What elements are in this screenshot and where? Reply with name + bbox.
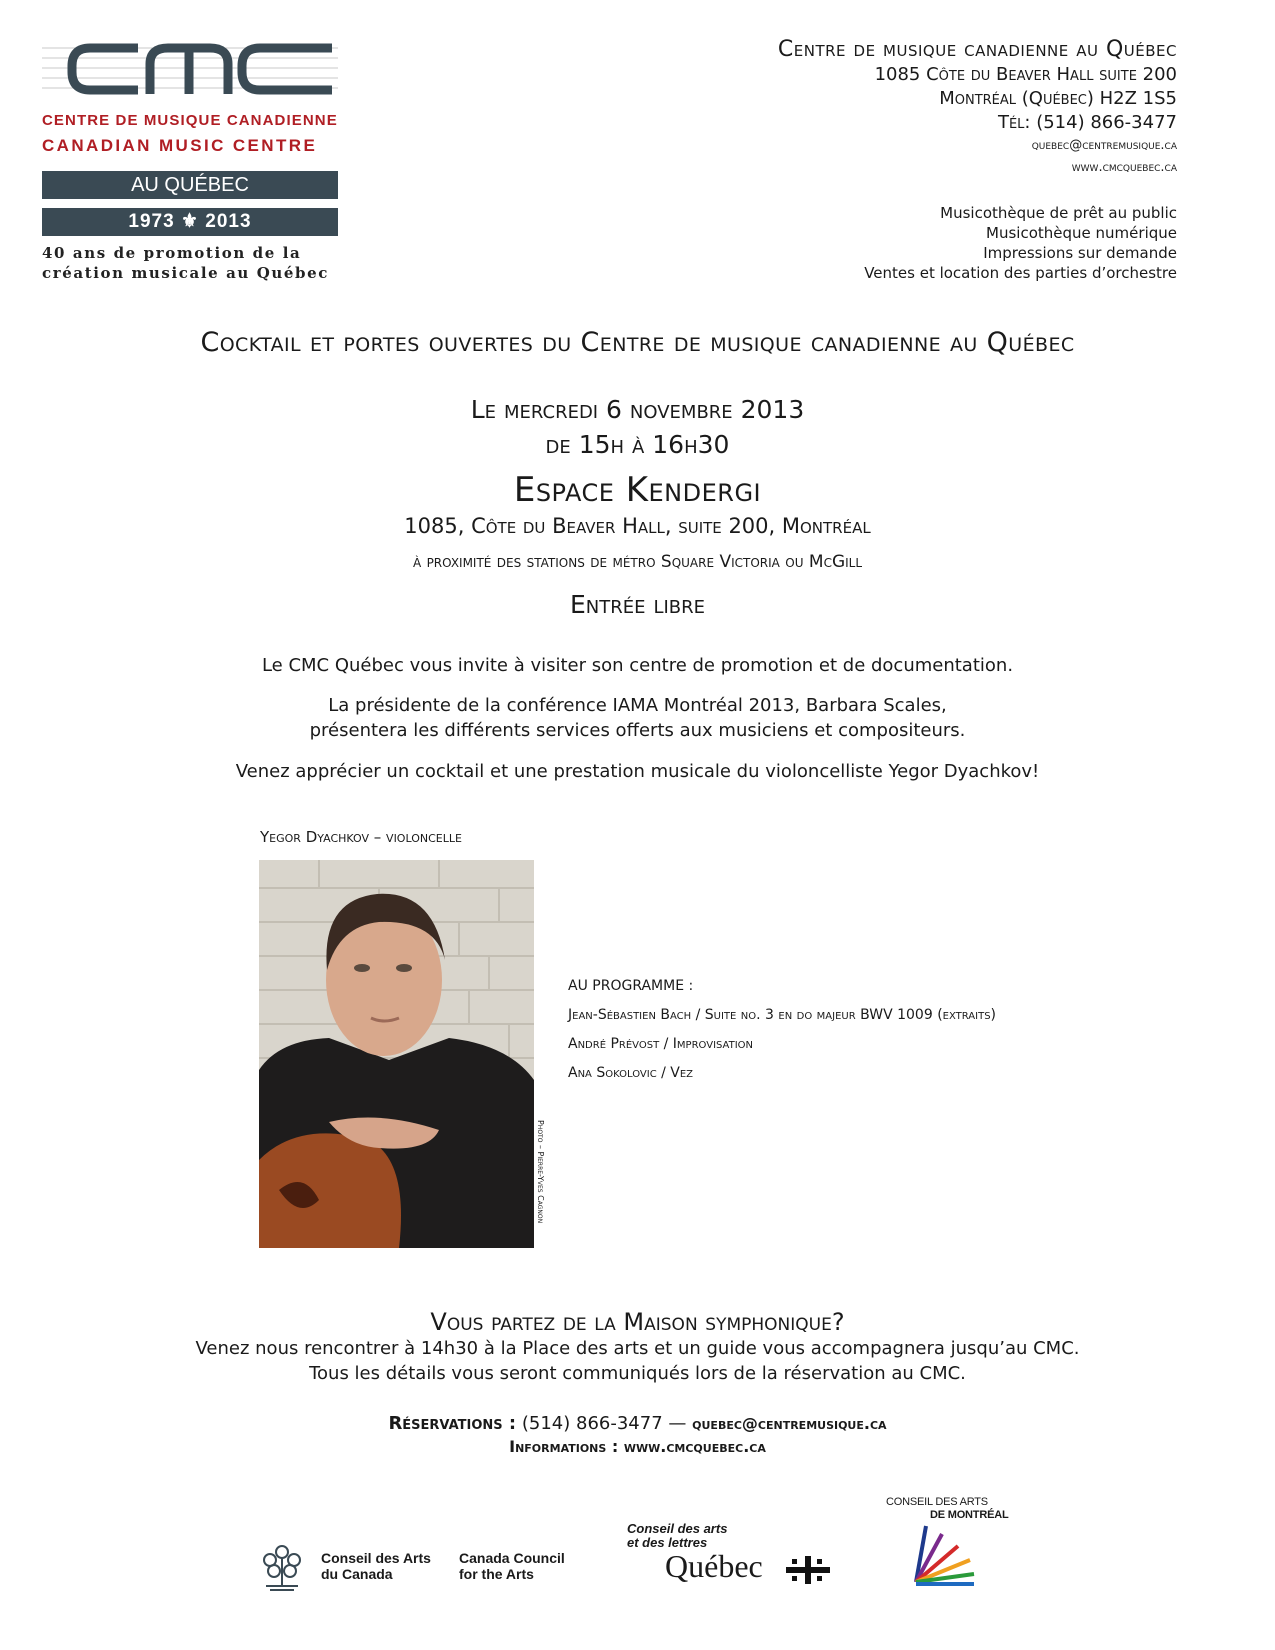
event-entry: Entrée libre [569,590,706,619]
cam-line1-text: CONSEIL DES ARTS [886,1496,988,1508]
quebec-flag-icon [786,1556,830,1584]
calq-line1: Conseil des arts [627,1521,728,1536]
website-link[interactable]: www.cmcquebec.ca [1071,160,1177,175]
city-address: Montréal (Québec) H2Z 1S5 [939,88,1177,109]
service-item: Musicothèque numérique [986,224,1177,242]
cam-line1 [886,1496,1008,1509]
service-item: Ventes et location des parties d’orchestre [864,264,1177,282]
event-date: Le mercredi 6 novembre 2013 [470,395,805,424]
canada-council-logo-icon [258,1542,306,1592]
logo-name-fr: CENTRE DE MUSIQUE CANADIENNE [42,112,338,129]
logo-years-bar: 1973 ⚜ 2013 [42,208,338,236]
reservations-label: Réservations : [388,1413,517,1434]
cellist-portrait [259,860,534,1248]
program-list [568,972,996,1088]
phone-number: Tél: (514) 866-3477 [997,112,1177,133]
body-paragraph-3: Venez apprécier un cocktail et une prestation musicale du violoncelliste Yegor Dyachkov! [235,761,1040,782]
logo-tagline-line2: création musicale au Québec [42,264,330,282]
reservations-line [0,1413,1275,1434]
logo-tagline-line1: 40 ans de promotion de la [42,244,302,262]
program-heading: AU PROGRAMME : [568,978,694,994]
info-label: Informations : [509,1437,619,1456]
org-name: Centre de musique canadienne au Québec [777,37,1177,62]
photo-credit [535,1120,545,1250]
canada-council-fr-line2: du Canada [321,1566,393,1582]
logo-region-bar: AU QUÉBEC [42,171,338,199]
program-item: Jean-Sébastien Bach / Suite no. 3 en do majeur BWV 1009 (extraits) [568,1007,997,1023]
body-paragraph-1: Le CMC Québec vous invite à visiter son centre de promotion et de documentation. [261,655,1014,676]
canada-council-en-line2: for the Arts [459,1566,534,1582]
calq-name [627,1522,727,1550]
reservations-phone[interactable]: (514) 866-3477 [521,1413,663,1434]
calq-line2: et des lettres [627,1535,708,1550]
event-metro: à proximité des stations de métro Square Victoria ou McGill [412,552,863,572]
info-line [0,1437,1275,1456]
body-paragraph-2-line1: La présidente de la conférence IAMA Montréal 2013, Barbara Scales, [328,695,947,716]
photo-credit-text: Photo – Pierre-Yves Cagnon [536,1120,545,1224]
photo-caption: Yegor Dyachkov – violoncelle [260,828,462,846]
quebec-wordmark: Québec [665,1548,763,1584]
event-venue: Espace Kendergi [513,470,762,510]
cam-logo-icon [912,1524,976,1586]
canada-council-fr [321,1550,431,1582]
event-hours: de 15h à 16h30 [545,430,730,459]
logo-tagline [42,243,338,283]
info-web-link[interactable]: www.cmcquebec.ca [623,1437,766,1456]
email-link[interactable]: quebec@centremusique.ca [1031,138,1177,153]
canada-council-en-line1: Canada Council [459,1550,565,1566]
reservations-email[interactable]: quebec@centremusique.ca [692,1414,887,1433]
street-address: 1085 Côte du Beaver Hall suite 200 [874,64,1177,85]
cam-name [886,1496,1008,1522]
logo-name-en: CANADIAN MUSIC CENTRE [42,136,318,155]
maison-line-1: Venez nous rencontrer à 14h30 à la Place des arts et un guide vous accompagnera jusqu’au CMC. [195,1338,1080,1359]
reservations-dash: — [668,1413,687,1434]
maison-heading: Vous partez de la Maison symphonique? [430,1308,845,1336]
event-title: Cocktail et portes ouvertes du Centre de musique canadienne au Québec [200,327,1075,358]
event-address: 1085, Côte du Beaver Hall, suite 200, Montréal [404,514,871,538]
canada-council-en [459,1550,565,1582]
service-item: Impressions sur demande [983,244,1177,262]
canada-council-fr-line1: Conseil des Arts [321,1550,431,1566]
cmc-wordmark [42,40,338,100]
maison-line-2: Tous les détails vous seront communiqués lors de la réservation au CMC. [309,1363,966,1384]
program-item: Ana Sokolovic / Vez [568,1065,694,1081]
program-item: André Prévost / Improvisation [568,1036,754,1052]
contact-address-block [617,36,1177,179]
body-paragraph-2-line2: présentera les différents services offerts aux musiciens et compositeurs. [309,720,966,741]
services-list [617,203,1177,283]
service-item: Musicothèque de prêt au public [940,204,1177,222]
performer-photo [259,860,534,1248]
cam-line2: DE MONTRÉAL [930,1509,1009,1521]
